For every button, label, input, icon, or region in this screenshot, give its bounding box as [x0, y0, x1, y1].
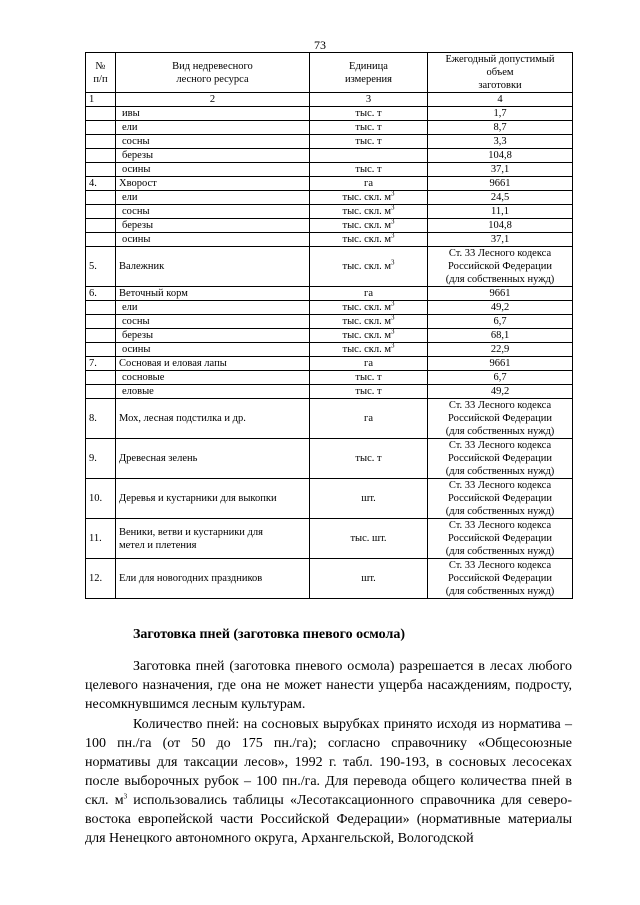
volume-cell: 8,7 [428, 121, 573, 135]
row-number-cell [86, 163, 116, 177]
volume-cell: 11,1 [428, 205, 573, 219]
unit-text: тыс. скл. м [342, 234, 391, 245]
index-cell: 2 [116, 93, 310, 107]
row-number-cell [86, 371, 116, 385]
unit-text: тыс. скл. м [342, 344, 391, 355]
resource-table [85, 52, 573, 599]
unit-cell [310, 371, 428, 385]
row-number-cell: 6. [86, 287, 116, 301]
volume-cell: 3,3 [428, 135, 573, 149]
volume-cell: Ст. 33 Лесного кодекса Российской Федерации (для собственных нужд) [428, 399, 573, 439]
paragraph-2-sup: 3 [123, 792, 128, 801]
unit-text: тыс. скл. м [342, 261, 391, 272]
resource-name-cell: осины [116, 343, 310, 357]
unit-cell [310, 107, 428, 121]
row-number-cell [86, 233, 116, 247]
index-cell: 4 [428, 93, 573, 107]
header-unit: Единица измерения [310, 53, 428, 93]
resource-name-cell: осины [116, 233, 310, 247]
row-number-cell: 9. [86, 439, 116, 479]
unit-superscript: 3 [390, 341, 395, 350]
unit-cell [310, 247, 428, 287]
resource-name-cell: ивы [116, 107, 310, 121]
row-number-cell [86, 191, 116, 205]
unit-cell [310, 329, 428, 343]
table-row [86, 329, 573, 343]
resource-name-cell: березы [116, 219, 310, 233]
row-number-cell: 10. [86, 479, 116, 519]
unit-cell [310, 219, 428, 233]
unit-text: тыс. скл. м [342, 220, 391, 231]
resource-name-cell: березы [116, 329, 310, 343]
unit-cell [310, 135, 428, 149]
unit-cell [310, 205, 428, 219]
table-header-row [86, 53, 573, 93]
unit-text: шт. [361, 573, 376, 584]
table-row [86, 121, 573, 135]
row-number-cell [86, 149, 116, 163]
table-row [86, 177, 573, 191]
unit-superscript: 3 [390, 231, 395, 240]
table-row [86, 135, 573, 149]
unit-text: тыс. скл. м [342, 316, 391, 327]
row-number-cell: 12. [86, 559, 116, 599]
volume-cell: 9661 [428, 357, 573, 371]
row-number-cell [86, 385, 116, 399]
table-row [86, 371, 573, 385]
table-row [86, 287, 573, 301]
unit-cell [310, 163, 428, 177]
resource-name-cell: Деревья и кустарники для выкопки [116, 479, 310, 519]
volume-cell: 9661 [428, 177, 573, 191]
volume-cell: 37,1 [428, 163, 573, 177]
table-body [86, 107, 573, 599]
unit-text: тыс. т [355, 122, 382, 133]
resource-name-cell: ели [116, 191, 310, 205]
unit-text: тыс. т [355, 386, 382, 397]
header-volume: Ежегодный допустимый объем заготовки [428, 53, 573, 93]
unit-text: шт. [361, 493, 376, 504]
resource-name-cell: еловые [116, 385, 310, 399]
resource-name-cell: Сосновая и еловая лапы [116, 357, 310, 371]
resource-name-cell: сосны [116, 135, 310, 149]
volume-cell: 68,1 [428, 329, 573, 343]
resource-name-cell: Хворост [116, 177, 310, 191]
unit-text: га [364, 358, 373, 369]
page-number: 73 [314, 38, 326, 52]
unit-text: тыс. скл. м [342, 192, 391, 203]
row-number-cell [86, 219, 116, 233]
unit-text: тыс. скл. м [342, 206, 391, 217]
table-row [86, 399, 573, 439]
resource-name-cell: березы [116, 149, 310, 163]
unit-cell [310, 177, 428, 191]
unit-superscript: 3 [390, 327, 395, 336]
volume-cell: Ст. 33 Лесного кодекса Российской Федерации (для собственных нужд) [428, 559, 573, 599]
table-row [86, 247, 573, 287]
paragraph-2-text-b: использовались таблицы «Лесотаксационного справочника для северо-востока европейской части Российской Федерации» (нормативные материалы для Ненецкого автономного округа, Архангельской, Вологодской [85, 793, 572, 846]
volume-cell: 24,5 [428, 191, 573, 205]
unit-cell [310, 191, 428, 205]
unit-text: тыс. т [355, 164, 382, 175]
row-number-cell: 5. [86, 247, 116, 287]
resource-name-cell: Древесная зелень [116, 439, 310, 479]
unit-cell [310, 357, 428, 371]
resource-name-cell: Валежник [116, 247, 310, 287]
unit-text: га [364, 413, 373, 424]
volume-cell: 9661 [428, 287, 573, 301]
unit-cell [310, 439, 428, 479]
resource-name-cell: сосны [116, 205, 310, 219]
unit-text: тыс. т [355, 453, 382, 464]
table-row [86, 479, 573, 519]
unit-text: тыс. т [355, 108, 382, 119]
index-cell: 3 [310, 93, 428, 107]
table-row [86, 439, 573, 479]
row-number-cell: 7. [86, 357, 116, 371]
resource-name-cell: Веники, ветви и кустарники для метел и плетения [116, 519, 310, 559]
resource-name-cell: сосновые [116, 371, 310, 385]
volume-cell: 49,2 [428, 301, 573, 315]
table-row [86, 107, 573, 121]
unit-superscript: 3 [390, 313, 395, 322]
volume-cell: 104,8 [428, 219, 573, 233]
unit-text: га [364, 178, 373, 189]
resource-name-cell: Веточный корм [116, 287, 310, 301]
unit-superscript: 3 [390, 258, 395, 267]
resource-name-cell: Ели для новогодних праздников [116, 559, 310, 599]
unit-cell [310, 287, 428, 301]
volume-cell: Ст. 33 Лесного кодекса Российской Федерации (для собственных нужд) [428, 479, 573, 519]
table-row [86, 205, 573, 219]
table-row [86, 149, 573, 163]
unit-cell [310, 399, 428, 439]
resource-name-cell: ели [116, 121, 310, 135]
paragraph-2-text-a: Количество пней: на сосновых вырубках принято исходя из норматива – 100 пн./га (от 50 до 175 пн./га); согласно справочнику «Общесоюзные нормативы для таксации лесов», 1992 г. табл. 190-193, в сосновых лесосеках после выборочных рубок – 100 пн./га. Для перевода общего количества пней в скл. м [85, 717, 572, 808]
resource-name-cell: Мох, лесная подстилка и др. [116, 399, 310, 439]
volume-cell: 6,7 [428, 315, 573, 329]
unit-text: тыс. скл. м [342, 302, 391, 313]
table-row [86, 163, 573, 177]
unit-cell [310, 301, 428, 315]
paragraph-2 [85, 715, 572, 848]
resource-name-cell: сосны [116, 315, 310, 329]
row-number-cell [86, 135, 116, 149]
table-row [86, 385, 573, 399]
table-row [86, 191, 573, 205]
unit-cell [310, 385, 428, 399]
unit-cell [310, 519, 428, 559]
section-heading: Заготовка пней (заготовка пневого осмола) [133, 627, 405, 642]
row-number-cell [86, 315, 116, 329]
unit-cell [310, 233, 428, 247]
unit-text: тыс. скл. м [342, 330, 391, 341]
unit-cell [310, 343, 428, 357]
table-row [86, 559, 573, 599]
volume-cell: 104,8 [428, 149, 573, 163]
row-number-cell [86, 121, 116, 135]
table-row [86, 519, 573, 559]
table-row [86, 233, 573, 247]
unit-cell [310, 315, 428, 329]
table-row [86, 315, 573, 329]
table-row [86, 219, 573, 233]
table-row [86, 357, 573, 371]
unit-superscript: 3 [390, 189, 395, 198]
table-row [86, 343, 573, 357]
row-number-cell [86, 301, 116, 315]
unit-superscript: 3 [390, 299, 395, 308]
row-number-cell: 8. [86, 399, 116, 439]
resource-name-cell: осины [116, 163, 310, 177]
volume-cell: 22,9 [428, 343, 573, 357]
paragraph-1: Заготовка пней (заготовка пневого осмола) разрешается в лесах любого целевого назначения, где она не может нанести ущерба насаждениям, подросту, несомкнувшимся лесным культурам. [85, 659, 572, 712]
volume-cell: Ст. 33 Лесного кодекса Российской Федерации (для собственных нужд) [428, 519, 573, 559]
volume-cell: 1,7 [428, 107, 573, 121]
table-row [86, 301, 573, 315]
unit-text: га [364, 288, 373, 299]
unit-text: тыс. т [355, 136, 382, 147]
row-number-cell [86, 343, 116, 357]
row-number-cell [86, 107, 116, 121]
table-index-row [86, 93, 573, 107]
index-cell: 1 [86, 93, 116, 107]
row-number-cell: 11. [86, 519, 116, 559]
header-resource: Вид недревесного лесного ресурса [116, 53, 310, 93]
unit-cell [310, 121, 428, 135]
volume-cell: 6,7 [428, 371, 573, 385]
unit-cell [310, 559, 428, 599]
row-number-cell: 4. [86, 177, 116, 191]
row-number-cell [86, 329, 116, 343]
resource-name-cell: ели [116, 301, 310, 315]
volume-cell: 37,1 [428, 233, 573, 247]
row-number-cell [86, 205, 116, 219]
unit-text: тыс. т [355, 372, 382, 383]
volume-cell: Ст. 33 Лесного кодекса Российской Федерации (для собственных нужд) [428, 439, 573, 479]
unit-cell [310, 479, 428, 519]
volume-cell: 49,2 [428, 385, 573, 399]
unit-cell [310, 149, 428, 163]
unit-superscript: 3 [390, 203, 395, 212]
header-num: № п/п [86, 53, 116, 93]
unit-text: тыс. шт. [350, 533, 387, 544]
volume-cell: Ст. 33 Лесного кодекса Российской Федерации (для собственных нужд) [428, 247, 573, 287]
unit-superscript: 3 [390, 217, 395, 226]
